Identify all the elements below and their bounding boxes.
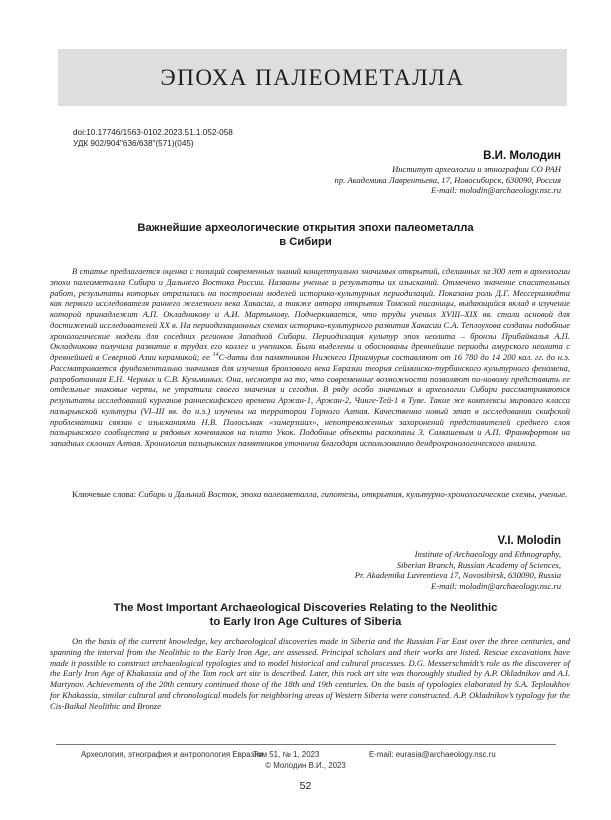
en-affiliation-line: Institute of Archaeology and Ethnography,	[414, 549, 561, 559]
section-banner	[58, 49, 567, 106]
ru-keywords	[50, 489, 570, 500]
footer-journal-name: Археология, этнография и антропология Евразии	[81, 750, 263, 759]
ru-address-line: пр. Академика Лаврентьева, 17, Новосибирск, 630090, Россия	[334, 174, 561, 185]
footer-email-link[interactable]: E-mail: eurasia@archaeology.nsc.ru	[369, 750, 496, 759]
ru-abstract-superscript: 14	[212, 352, 219, 359]
article-identifiers	[73, 128, 233, 149]
ru-author-name: В.И. Молодин	[483, 150, 561, 162]
doi-link[interactable]: doi:10.17746/1563-0102.2023.51.1.052-058	[73, 128, 233, 137]
ru-affiliation-line: Институт археологии и этнографии СО РАН	[392, 164, 561, 174]
ru-abstract-text: С-даты для памятников Нижнего Приамурья составляют от 16 780 до 14 200 кал. гг. до н.э. Рассматривается фундаментально значимая для изучения бронзового века Евразии теория сейминско-турбинского культурного феномена, разработанная Е.Н. Черных и С.В. Кузьминых. Она, несмотря на то, что современные возможности позволяют по-новому представить ее отдельные знаковые черты, не утратила своего значения и сегодня. В ряду особо значимых в археологии Сибири рассматриваются результаты исследований курганов раннескифского времени Аржан-1, Аржан-2, Чинге-Тей-1 в Туве. Такие же комплексы мирового класса пазырыкской культуры (VI–III вв. до н.э.) изучены на территории Горного Алтая. Качественно новый этап в исследовании скифской проблематики связан с изысканиями Н.В. Полосьмак «замерзших», непотревоженных захоронений представителей среднего слоя пазырыкского сообщества и рядовых кочевников на плато Укок. Подобные объекты раскопаны З. Самашевым и А.П. Франкфортом на западных склонах Алтая. Хронология пазырыкских памятников уточнена благодаря использованию дендрохронологического анализа.	[50, 352, 570, 448]
footer-divider	[56, 744, 556, 745]
en-title-line: to Early Iron Age Cultures of Siberia	[209, 615, 402, 628]
en-title-line: The Most Important Archaeological Discoveries Relating to the Neolithic	[113, 602, 498, 614]
udk-code: УДК 902/904"636/638"(571)(045)	[73, 138, 194, 148]
en-author-block	[355, 535, 561, 591]
ru-title-line: Важнейшие археологические открытия эпохи палеометалла	[137, 222, 474, 234]
en-author-name: V.I. Molodin	[497, 535, 561, 547]
en-abstract	[50, 636, 570, 711]
keywords-label: Ключевые слова:	[72, 489, 139, 499]
ru-article-title	[40, 222, 571, 249]
en-address-line: Pr. Akademika Lavrentieva 17, Novosibirsk, 630090, Russia	[354, 570, 561, 581]
en-abstract-text: On the basis of the current knowledge, key archaeological discoveries made in Siberia and the Russian Far East over the three centuries, and spanning the interval from the Neolithic to the Early Iron Age, are assessed. Principal scholars and their works are listed. Rescue excavations have made it possible to construct archaeological typologies and to model historical and cultural processes. D.G. Messerschmidt’s role as the discoverer of the Early Iron Age of Khakassia and of the Tom rock art site is described. Later, this rock art site was thoroughly studied by A.P. Okladnikov and A.I. Martynov. Achievements of the 20th century continued those of the 18th and 19th centuries. On the basis of typologies elaborated by S.A. Teploukhov for Khakassia, similar cultural and chronological models for neighboring areas of Western Siberia were constructed. A.P. Okladnikov’s typology for the Cis-Baikal Neolithic and Bronze	[50, 636, 570, 711]
page-number: 52	[299, 780, 312, 792]
ru-author-block	[335, 150, 561, 196]
ru-email-link[interactable]: E-mail: molodin@archaeology.nsc.ru	[430, 185, 561, 196]
ru-abstract	[50, 266, 570, 449]
en-affiliation-line: Siberian Branch, Russian Academy of Sciences,	[396, 559, 561, 570]
en-article-title	[40, 602, 571, 629]
keywords-text: Сибирь и Дальний Восток, эпоха палеометалла, гипотезы, открытия, культурно-хронологические схемы, ученые.	[138, 489, 568, 499]
footer-volume-issue: Том 51, № 1, 2023	[253, 750, 320, 759]
footer-copyright: © Молодин В.И., 2023	[265, 761, 346, 770]
ru-title-line: в Сибири	[279, 235, 332, 248]
section-title: ЭПОХА ПАЛЕОМЕТАЛЛА	[160, 64, 465, 90]
ru-abstract-text: В статье предлагается оценка с позиций современных знаний концептуально значимых открытий, сделанных за 300 лет в археологии эпохи палеометалла Сибири и Дальнего Востока России. Названы ученые и результаты их изысканий. Отмечено значение спасательных работ, результаты которых отразились на построении моделей историко-культурных периодизаций. Показана роль Д.Г. Мессершмидта как первого исследователя раннего железного века Хакасии, а также автора открытия Томской писаницы, выдающийся вклад в изучение которой принадлежит А.П. Окладникову и А.И. Мартынову. Подчеркивается, что труды ученых XVIII–XIX вв. стали основой для достижений исследователей XX в. На периодизационных схемах историко-культурного развития Хакасии С.А. Теплоухова созданы подобные хронологические модели для соседних регионов Западной Сибири. Периодизация культур эпох неолита – бронзы Прибайкалья А.П. Окладникова получила развитие в трудах его коллег и учеников. Были выделены и обоснованы древнейшие периоды амурского неолита с древнейшей в Северной Азии керамикой; ее	[50, 266, 570, 362]
en-email-link[interactable]: E-mail: molodin@archaeology.nsc.ru	[430, 580, 561, 591]
